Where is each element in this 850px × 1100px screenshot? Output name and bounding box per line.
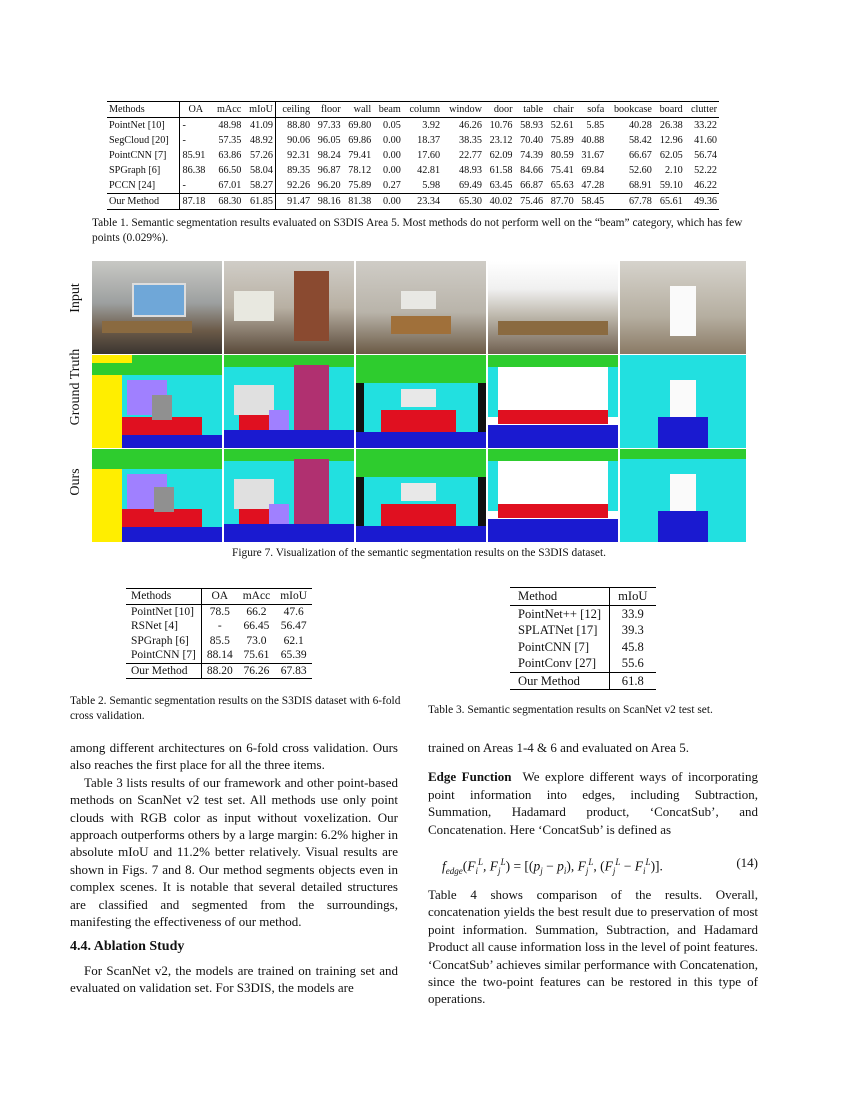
table1-cell: 74.39 bbox=[520, 150, 544, 161]
right-paragraph-2: We explore different ways of incorporating point information into edges, including Subtraction, Summation, Hadamard product, ‘ConcatSub’, and Concatenation. Here ‘ConcatSub’ is defined as bbox=[428, 769, 759, 837]
row-label-ours: Ours bbox=[68, 468, 83, 496]
ours-image-2 bbox=[224, 449, 354, 542]
ground-truth-image-2 bbox=[224, 355, 354, 448]
table1-cell: 89.35 bbox=[287, 165, 311, 176]
table3-cell: SPLATNet [17] bbox=[510, 622, 610, 639]
table1-cell: 65.61 bbox=[659, 196, 683, 207]
table1-cell: SPGraph [6] bbox=[107, 163, 180, 178]
table2-cell: 85.5 bbox=[209, 634, 230, 647]
table3-cell: 61.8 bbox=[621, 673, 644, 688]
table3-row bbox=[510, 622, 656, 639]
input-image-3 bbox=[356, 261, 486, 354]
table3-row bbox=[510, 672, 656, 690]
table1-cell: 87.18 bbox=[182, 196, 206, 207]
table1-cell: 5.85 bbox=[586, 120, 605, 131]
table1-cell: 5.98 bbox=[422, 180, 441, 191]
table2-caption: Table 2. Semantic segmentation results on the S3DIS dataset with 6-fold cross validation. bbox=[70, 695, 401, 722]
table1-cell: 22.77 bbox=[459, 150, 482, 161]
edge-function-title: Edge Function bbox=[428, 769, 512, 785]
table1-cell: 33.22 bbox=[694, 120, 717, 131]
table1-cell: 38.35 bbox=[459, 135, 482, 146]
table2-cell: - bbox=[217, 620, 222, 632]
table1-cell: 58.42 bbox=[628, 135, 652, 146]
table2-cell: 73.0 bbox=[246, 634, 267, 647]
table2-cell: PointNet [10] bbox=[126, 604, 201, 619]
table1-cell: 59.10 bbox=[659, 180, 683, 191]
table1-header-cell: column bbox=[409, 104, 441, 115]
table1-cell: 0.00 bbox=[383, 150, 401, 161]
left-paragraph-1: among different architectures on 6-fold cross validation. Ours also reaches the first place for all the three items. bbox=[70, 740, 398, 773]
table1-cell: 40.28 bbox=[628, 120, 652, 131]
left-paragraph-2: Table 3 lists results of our framework and other point-based methods on ScanNet v2 test set. All methods use only point clouds with RGB color as input without voxelization. Our approach outperforms others by a large margin: 6.2% higher in absolute mIoU and 11.2% better relatively. Visual results are shown in Figs. 7 and 8. Our method segments objects even in complex scenes. It is notable that several detailed structures are classified and segmented from the surroundings, manifesting the effectiveness of our method. bbox=[70, 774, 398, 930]
table2-cell: 78.5 bbox=[209, 605, 230, 618]
table1-cell: 68.30 bbox=[218, 196, 242, 207]
table1-cell: SegCloud [20] bbox=[107, 133, 180, 148]
table1-cell: PointCNN [7] bbox=[107, 148, 180, 163]
table1-cell: 58.93 bbox=[520, 120, 544, 131]
table1-cell: 90.06 bbox=[287, 135, 311, 146]
table1-cell: 87.70 bbox=[550, 196, 574, 207]
table3-row bbox=[510, 605, 656, 622]
table1-cell: 81.38 bbox=[348, 196, 372, 207]
table1-cell: 96.05 bbox=[317, 135, 341, 146]
right-column bbox=[428, 739, 758, 1008]
table1-cell: PointNet [10] bbox=[107, 118, 180, 134]
table2-cell: 56.47 bbox=[280, 620, 307, 632]
row-label-ground-truth: Ground Truth bbox=[68, 348, 83, 426]
table1-cell: 42.81 bbox=[417, 165, 441, 176]
table2-cell: 66.2 bbox=[246, 605, 267, 618]
table1-cell: 0.00 bbox=[383, 135, 401, 146]
table1-cell: 31.67 bbox=[581, 150, 605, 161]
table1-cell: 96.87 bbox=[317, 165, 341, 176]
table1-cell: 75.46 bbox=[520, 196, 544, 207]
table1-cell: 12.96 bbox=[659, 135, 683, 146]
table1-cell: 86.38 bbox=[182, 165, 206, 176]
table1-cell: 0.05 bbox=[383, 120, 401, 131]
table3-cell: 55.6 bbox=[621, 656, 644, 670]
table1-cell: 23.12 bbox=[489, 135, 513, 146]
table3-row bbox=[510, 655, 656, 672]
ground-truth-image-3 bbox=[356, 355, 486, 448]
table1-header-cell: sofa bbox=[587, 104, 605, 115]
table1-cell: 41.09 bbox=[243, 118, 275, 134]
table1-cell: - bbox=[182, 135, 186, 146]
table1-cell: 97.33 bbox=[317, 120, 341, 131]
equation-14 bbox=[428, 842, 758, 886]
table1-cell: 63.45 bbox=[489, 180, 513, 191]
table1-row bbox=[107, 118, 719, 134]
table3-cell: Our Method bbox=[510, 672, 610, 690]
table1-header-cell: door bbox=[493, 104, 513, 115]
table3-cell: PointCNN [7] bbox=[510, 639, 610, 656]
table1-cell: 57.35 bbox=[218, 135, 242, 146]
right-paragraph-3: Table 4 shows comparison of the results. Overall, concatenation yields the best result due to preservation of most point information. Summation, Subtraction, and Hadamard Product all cause information loss in the level of point features. ‘ConcatSub’ achieves similar performance with Concatenation, since the two-point features can be restored in this type of operations. bbox=[428, 887, 758, 1007]
left-paragraph-3: For ScanNet v2, the models are trained on training set and evaluated on validation set. For S3DIS, the models are bbox=[70, 962, 398, 996]
table1-cell: 52.60 bbox=[628, 165, 652, 176]
table2-cell: 62.1 bbox=[283, 634, 304, 647]
table1-header-cell: bookcase bbox=[613, 104, 652, 115]
table1-header-cell: mAcc bbox=[216, 104, 242, 115]
table1 bbox=[107, 101, 719, 210]
table1-cell: PCCN [24] bbox=[107, 178, 180, 194]
table1-header-cell: mIoU bbox=[243, 102, 275, 118]
table2 bbox=[126, 588, 312, 679]
table1-header-cell: floor bbox=[320, 104, 341, 115]
table1-cell: 10.76 bbox=[489, 120, 513, 131]
table3-cell: PointNet++ [12] bbox=[510, 605, 610, 622]
table1-cell: 40.88 bbox=[581, 135, 605, 146]
table1-cell: 52.22 bbox=[694, 165, 717, 176]
table1-cell: Our Method bbox=[107, 194, 180, 210]
table3-header-cell: Method bbox=[510, 588, 610, 606]
table1-cell: 66.87 bbox=[520, 180, 544, 191]
input-image-5 bbox=[620, 261, 746, 354]
table2-header-cell: mAcc bbox=[242, 590, 271, 602]
table1-cell: 26.38 bbox=[659, 120, 683, 131]
table1-cell: 65.63 bbox=[550, 180, 574, 191]
table1-header bbox=[107, 102, 719, 118]
table1-row bbox=[107, 148, 719, 163]
table2-row bbox=[126, 619, 312, 634]
table1-header-cell: window bbox=[449, 104, 482, 115]
table2-cell: 65.39 bbox=[280, 649, 307, 661]
table1-cell: 48.92 bbox=[243, 133, 275, 148]
table1-cell: 98.16 bbox=[317, 196, 341, 207]
table1-cell: 23.34 bbox=[417, 196, 441, 207]
table1-caption: Table 1. Semantic segmentation results evaluated on S3DIS Area 5. Most methods do not perform well on the “beam” category, which has few points (0.029%). bbox=[92, 217, 743, 244]
table3-row bbox=[510, 639, 656, 656]
ground-truth-image-4 bbox=[488, 355, 618, 448]
table1-cell: 62.09 bbox=[489, 150, 513, 161]
table1-cell: 48.93 bbox=[459, 165, 482, 176]
table2-cell: 88.20 bbox=[206, 664, 233, 677]
table1-cell: 96.20 bbox=[317, 180, 341, 191]
ours-image-1 bbox=[92, 449, 222, 542]
table1-header-cell: clutter bbox=[690, 104, 717, 115]
table1-cell: 69.86 bbox=[348, 135, 372, 146]
table1-cell: 2.10 bbox=[664, 165, 683, 176]
table2-cell: SPGraph [6] bbox=[126, 634, 201, 649]
figure7-caption: Figure 7. Visualization of the semantic segmentation results on the S3DIS dataset. bbox=[232, 547, 606, 559]
table2-row bbox=[126, 604, 312, 619]
table1-cell: 88.80 bbox=[287, 120, 311, 131]
input-image-2 bbox=[224, 261, 354, 354]
table1-cell: 68.91 bbox=[628, 180, 652, 191]
right-paragraph-1: trained on Areas 1-4 & 6 and evaluated on Area 5. bbox=[428, 740, 689, 755]
figure7 bbox=[68, 261, 746, 542]
table1-header-cell: Methods bbox=[107, 102, 180, 118]
table1-cell: 85.91 bbox=[182, 150, 206, 161]
section-heading: 4.4. Ablation Study bbox=[70, 939, 185, 955]
ground-truth-image-1 bbox=[92, 355, 222, 448]
ours-image-4 bbox=[488, 449, 618, 542]
table1-cell: 58.27 bbox=[243, 178, 275, 194]
table2-cell: 88.14 bbox=[206, 649, 233, 661]
table1-row bbox=[107, 163, 719, 178]
table1-cell: 78.12 bbox=[348, 165, 372, 176]
table3 bbox=[510, 587, 656, 690]
ours-image-3 bbox=[356, 449, 486, 542]
table1-cell: 3.92 bbox=[422, 120, 441, 131]
table2-cell: 66.45 bbox=[243, 620, 270, 632]
table1-cell: 66.50 bbox=[218, 165, 242, 176]
table2-cell: PointCNN [7] bbox=[126, 648, 201, 663]
table3-caption: Table 3. Semantic segmentation results on ScanNet v2 test set. bbox=[428, 704, 713, 716]
table1-cell: 66.67 bbox=[628, 150, 652, 161]
table3-body bbox=[510, 605, 656, 690]
table1-header-cell: wall bbox=[353, 104, 372, 115]
table3-header bbox=[510, 588, 656, 606]
table2-header bbox=[126, 589, 312, 605]
table1-cell: 17.60 bbox=[417, 150, 441, 161]
table1-cell: 58.45 bbox=[581, 196, 605, 207]
table2-cell: 76.26 bbox=[243, 664, 270, 677]
ground-truth-image-5 bbox=[620, 355, 746, 448]
table3-cell: 33.9 bbox=[621, 606, 644, 621]
table1-cell: 58.04 bbox=[243, 163, 275, 178]
table1-cell: 61.58 bbox=[489, 165, 513, 176]
table1-cell: 47.28 bbox=[581, 180, 605, 191]
table1-row bbox=[107, 178, 719, 194]
table1-row bbox=[107, 194, 719, 210]
table2-cell: 75.61 bbox=[243, 649, 270, 661]
table2-row bbox=[126, 648, 312, 663]
table1-cell: 46.26 bbox=[459, 120, 482, 131]
table2-row bbox=[126, 634, 312, 649]
table1-cell: 91.47 bbox=[287, 196, 311, 207]
table1-cell: 49.36 bbox=[694, 196, 717, 207]
table1-header-cell: board bbox=[659, 104, 683, 115]
left-column bbox=[70, 739, 398, 997]
table2-header-cell: OA bbox=[211, 590, 229, 602]
table1-cell: - bbox=[182, 180, 186, 191]
table2-cell: Our Method bbox=[126, 663, 201, 679]
table1-cell: 61.85 bbox=[243, 194, 275, 210]
table1-cell: 62.05 bbox=[659, 150, 683, 161]
table3-header-cell: mIoU bbox=[618, 589, 648, 603]
table2-body bbox=[126, 604, 312, 679]
table1-cell: 0.00 bbox=[383, 196, 401, 207]
table1-header-cell: chair bbox=[553, 104, 574, 115]
table1-cell: 84.66 bbox=[520, 165, 544, 176]
table1-cell: 46.22 bbox=[694, 180, 717, 191]
table3-cell: 39.3 bbox=[621, 623, 644, 637]
table1-cell: 67.78 bbox=[628, 196, 652, 207]
table1-cell: 52.61 bbox=[550, 120, 574, 131]
equation-body: $f_{edge}(F_i^L$, $F_j^L) = [(p_j - p_i)$, $F_j^L$, $(F_j^L - F_i^L)$]. bbox=[442, 857, 663, 877]
table1-cell: 40.02 bbox=[489, 196, 513, 207]
table1-cell: 63.86 bbox=[218, 150, 242, 161]
table1-cell: 0.00 bbox=[383, 165, 401, 176]
table1-cell: 75.41 bbox=[550, 165, 574, 176]
ours-image-5 bbox=[620, 449, 746, 542]
table2-header-cell: mIoU bbox=[280, 590, 308, 602]
table1-body bbox=[107, 118, 719, 210]
input-image-4 bbox=[488, 261, 618, 354]
table1-cell: 92.26 bbox=[287, 180, 311, 191]
table1-header-cell: table bbox=[523, 104, 544, 115]
table1-cell: 65.30 bbox=[459, 196, 482, 207]
table2-row bbox=[126, 663, 312, 679]
table2-header-cell: Methods bbox=[126, 589, 201, 605]
table1-cell: 0.27 bbox=[383, 180, 401, 191]
table1-cell: 57.26 bbox=[243, 148, 275, 163]
table1-cell: 18.37 bbox=[417, 135, 441, 146]
table2-cell: RSNet [4] bbox=[126, 619, 201, 634]
table1-cell: 79.41 bbox=[348, 150, 372, 161]
table2-cell: 47.6 bbox=[283, 605, 304, 618]
table1-header-cell: OA bbox=[188, 104, 204, 115]
table1-cell: 56.74 bbox=[694, 150, 717, 161]
row-label-input: Input bbox=[68, 283, 83, 313]
table3-cell: PointConv [27] bbox=[510, 655, 610, 672]
table1-cell: 80.59 bbox=[550, 150, 574, 161]
table1-cell: - bbox=[182, 120, 186, 131]
edge-function-paragraph bbox=[428, 768, 758, 838]
table2-cell: 67.83 bbox=[280, 664, 307, 677]
table1-cell: 69.49 bbox=[459, 180, 482, 191]
table1-cell: 41.60 bbox=[694, 135, 717, 146]
input-image-1 bbox=[92, 261, 222, 354]
equation-number: (14) bbox=[736, 855, 758, 871]
table1-cell: 48.98 bbox=[218, 120, 242, 131]
table1-cell: 75.89 bbox=[550, 135, 574, 146]
table1-cell: 70.40 bbox=[520, 135, 544, 146]
table1-header-cell: beam bbox=[378, 104, 401, 115]
table1-header-cell: ceiling bbox=[282, 104, 311, 115]
table1-cell: 69.80 bbox=[348, 120, 372, 131]
table1-cell: 69.84 bbox=[581, 165, 605, 176]
table1-row bbox=[107, 133, 719, 148]
table1-cell: 98.24 bbox=[317, 150, 341, 161]
table3-cell: 45.8 bbox=[621, 639, 644, 654]
table1-cell: 92.31 bbox=[287, 150, 311, 161]
table1-cell: 67.01 bbox=[218, 180, 242, 191]
table1-cell: 75.89 bbox=[348, 180, 372, 191]
